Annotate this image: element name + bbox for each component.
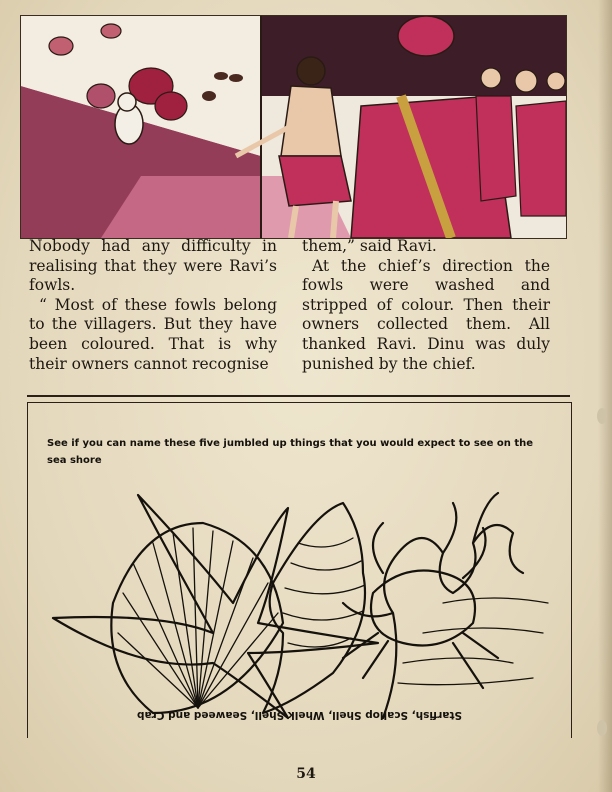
village-scene-drawing [21, 16, 566, 238]
crab-outline [371, 571, 475, 646]
story-paragraph: Nobody had any difficulty in realising that they were Ravi’s fowls. [29, 237, 277, 295]
puzzle-box [27, 395, 570, 737]
starfish-outline [53, 495, 378, 718]
page-number: 54 [296, 766, 316, 782]
page-edge-shadow [598, 0, 612, 792]
jumbled-seashore-drawing [43, 483, 553, 723]
story-paragraph: “ Most of these fowls belong to the villagers. But they have been coloured. That is why their owners cannot recognise [29, 295, 277, 373]
puzzle-answer-upside-down: Starfish, Scallop Shell, Whelk Shell, Seaweed and Crab [137, 709, 462, 721]
binding-hole [597, 408, 607, 424]
story-paragraph: At the chief’s direction the fowls were washed and stripped of colour. Then their owners collected them. All thanked Ravi. Dinu was duly punished by the chief. [302, 256, 550, 373]
story-illustration [20, 15, 567, 239]
story-column-right [302, 237, 550, 374]
story-column-left [29, 237, 277, 374]
puzzle-prompt: See if you can name these five jumbled up things that you would expect to see on the sea shore [47, 438, 534, 466]
binding-hole [597, 720, 607, 736]
story-paragraph: them,” said Ravi. [302, 237, 437, 255]
